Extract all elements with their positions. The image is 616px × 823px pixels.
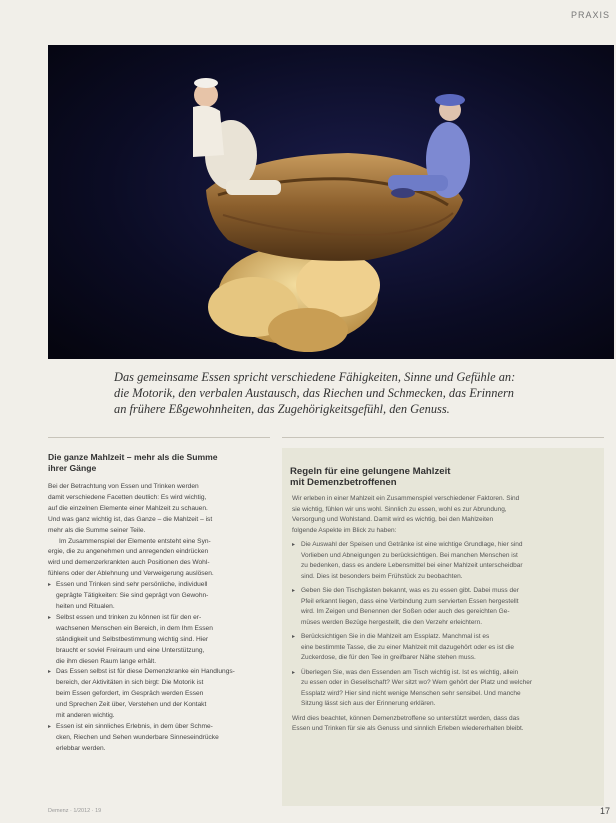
paragraph-line: Und was ganz wichtig ist, das Ganze – die Mahlzeit – ist [48,515,213,523]
paragraph-line: ergie, die zu angenehmen und anregenden eindrücken [48,548,209,556]
caption-line: an frühere Eßgewohnheiten, das Zugehörigkeitsgefühl, den Genuss. [114,402,450,416]
box-line: Wir erleben in einer Mahlzeit ein Zusammenspiel verschiedener Faktoren. Sind [292,495,520,502]
bullet-line: ▸ Das Essen selbst ist für diese Demenzkranke ein Handlungs- [48,667,270,678]
bullet-line: geprägte Tätigkeiten: Sie sind geprägt von Gewohn- [56,592,209,600]
bullet-line: beim Essen gefordert, im Gespräch werden Essen [56,690,204,698]
divider-left [48,437,270,438]
box-line: folgende Aspekte im Blick zu haben: [292,526,397,534]
section-label: PRAXIS [570,10,610,20]
bullet-line: wachsenen Menschen ein Bereich, in dem Ihm Essen [56,624,213,632]
paragraph-line: Im Zusammenspiel der Elemente entsteht eine Syn- [59,537,211,545]
walnut-boat-figurines-image [48,45,614,359]
page-number: 17 [599,806,610,816]
box-bullet-line: ▸ Die Auswahl der Speisen und Getränke ist eine wichtige Grundlage, hier sind [292,540,598,551]
bullet-line: die ihm diesen Raum lange erhält. [56,657,157,665]
paragraph-line: auf die einzelnen Elemente einer Mahlzeit zu schauen. [48,504,208,512]
divider-right [282,437,604,438]
paragraph-line: wird und demenzerkrankten auch Positionen des Wohl- [48,559,210,567]
box-bullet-line: wird. Im Zeigen und Benennen der Soßen oder auch des gereichten Ge- [301,608,510,615]
rules-box [282,448,604,806]
bullet-line: und Sprechen Zeit über, Verstehen und der Kontakt [56,701,207,709]
bullet-line: braucht er soviel Freiraum und eine Unterstützung, [56,646,205,654]
article-column [48,452,270,755]
article-photo [48,45,614,359]
paragraph-line: mehr als die Summe seiner Teile. [48,526,146,534]
box-line: Wird dies beachtet, können Demenzbetroffene so unterstützt werden, dass das [292,714,520,722]
bullet-line: mit anderen wichtig. [56,712,115,720]
bullet-line: cken, Riechen und Sehen wunderbare Sinneseindrücke [56,733,219,741]
box-line: Versorgung und Wohlstand. Damit wird es wichtig, bei den Mahlzeiten [292,516,494,523]
box-bullet-line: Pfeil erkannt liegen, dass eine Verbindung zum servierten Essen hergestellt [301,597,519,605]
rules-box-text [292,494,598,735]
bullet-line: ▸ Essen und Trinken sind sehr persönliche, individuell [48,580,270,591]
caption-line: die Motorik, den verbalen Austausch, das Riechen und Schmecken, das Erinnern [114,386,514,400]
box-bullet-line: sind. Dies ist besonders beim Frühstück zu beobachten. [301,572,463,580]
bullet-line: erlebbar werden. [56,744,106,752]
box-line: sie wichtig, fühlen wir uns wohl. Sinnlich zu essen, wohl es zur Abrundung, [292,505,507,513]
bullet-line: bereich, der Aktivitäten in sich birgt: Die Motorik ist [56,679,204,687]
box-bullet-line: ▸ Überlegen Sie, was den Essenden am Tisch wichtig ist. Ist es wichtig, allein [292,668,598,679]
bullet-line: ▸ Selbst essen und trinken zu können ist für den er- [48,613,270,624]
box-bullet-line: Zuckerdose, die für den Tee in greifbarer Nähe stehen muss. [301,654,476,661]
bullet-line: ständigkeit und Selbstbestimmung wichtig sind. Hier [56,635,209,643]
box-bullet-line: zu bedenken, dass es andere Lebensmittel bei einer Mahlzeit unterscheidbar [301,562,523,569]
rules-box-heading: Regeln für eine gelungene Mahlzeit mit Demenzbetroffenen [290,466,451,488]
box-bullet-line: Sitzung lässt sich aus der Erinnerung erklären. [301,700,436,707]
bullet-line: heiten und Ritualen. [56,602,115,610]
box-bullet-line: Vorlieben und Abneigungen zu berücksichtigen. Bei manchen Menschen ist [301,551,518,559]
box-bullet-line: zu essen oder in Gesellschaft? Wer sitzt wo? Wem gehört der Platz und welcher [301,679,532,686]
footer-source: Demenz · 1/2012 · 19 [48,808,102,814]
article-heading: Die ganze Mahlzeit – mehr als die Summe ihrer Gänge [48,452,218,473]
photo-caption [114,369,604,417]
box-bullet-line: ▸ Geben Sie den Tischgästen bekannt, was es zu essen gibt. Dabei muss der [292,586,598,597]
bullet-line: ▸ Essen ist ein sinnliches Erlebnis, in dem über Schme- [48,722,270,733]
paragraph-line: fühlens oder der Ablehnung und Verweigerung auslösen. [48,570,214,578]
box-bullet-line: eine bestimmte Tasse, die zu einer Mahlzeit mit dazugehört oder es ist die [301,643,515,651]
box-bullet-line: Essplatz wird? Hier sind nicht wenige Menschen sehr sensibel. Und manche [301,689,521,697]
box-line: Essen und Trinken für sie als Genuss und sinnlich Erleben wiedererhalten bleibt. [292,725,524,732]
box-bullet-line: müses werden Bezüge hergestellt, die den Verzehr erleichtern. [301,618,483,626]
caption-line: Das gemeinsame Essen spricht verschiedene Fähigkeiten, Sinne und Gefühle an: [114,370,516,384]
paragraph-line: Bei der Betrachtung von Essen und Trinken werden [48,483,199,490]
paragraph-line: damit verschiedene Facetten deutlich: Es wird wichtig, [48,493,207,501]
box-bullet-line: ▸ Berücksichtigen Sie in die Mahlzeit am Essplatz. Manchmal ist es [292,632,598,643]
